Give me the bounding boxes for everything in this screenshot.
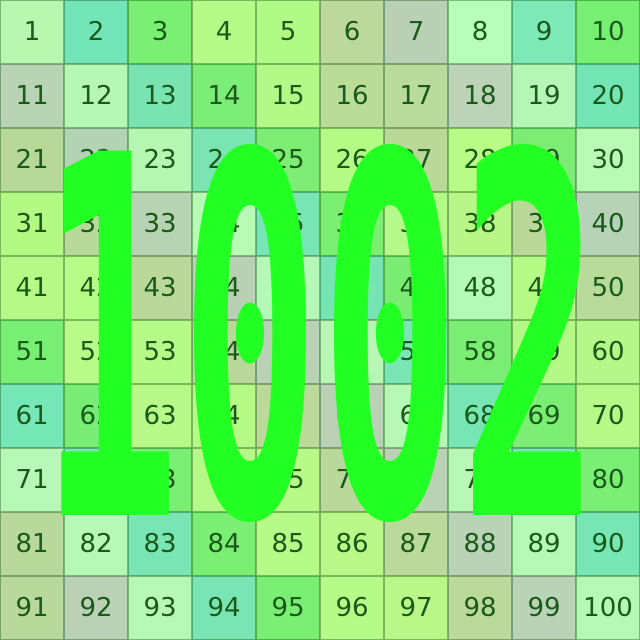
grid-cell[interactable]: 74 [192, 448, 256, 512]
grid-cell[interactable]: 45 [256, 256, 320, 320]
grid-cell[interactable]: 24 [192, 128, 256, 192]
grid-cell[interactable]: 66 [320, 384, 384, 448]
grid-cell[interactable]: 20 [576, 64, 640, 128]
grid-cell[interactable]: 1 [0, 0, 64, 64]
grid-cell[interactable]: 39 [512, 192, 576, 256]
grid-cell[interactable]: 62 [64, 384, 128, 448]
grid-cell[interactable]: 95 [256, 576, 320, 640]
grid-cell[interactable]: 32 [64, 192, 128, 256]
grid-cell[interactable]: 48 [448, 256, 512, 320]
grid-cell[interactable]: 35 [256, 192, 320, 256]
grid-cell[interactable]: 53 [128, 320, 192, 384]
grid-cell[interactable]: 23 [128, 128, 192, 192]
grid-cell[interactable]: 17 [384, 64, 448, 128]
grid-cell[interactable]: 50 [576, 256, 640, 320]
grid-cell[interactable]: 61 [0, 384, 64, 448]
grid-cell[interactable]: 27 [384, 128, 448, 192]
grid-cell[interactable]: 37 [384, 192, 448, 256]
grid-cell[interactable]: 26 [320, 128, 384, 192]
grid-cell[interactable]: 44 [192, 256, 256, 320]
grid-cell[interactable]: 22 [64, 128, 128, 192]
grid-cell[interactable]: 54 [192, 320, 256, 384]
grid-cell[interactable]: 82 [64, 512, 128, 576]
grid-cell[interactable]: 58 [448, 320, 512, 384]
grid-cell[interactable]: 88 [448, 512, 512, 576]
grid-cell[interactable]: 40 [576, 192, 640, 256]
grid-cell[interactable]: 63 [128, 384, 192, 448]
grid-cell[interactable]: 93 [128, 576, 192, 640]
grid-cell[interactable]: 14 [192, 64, 256, 128]
grid-cell[interactable]: 29 [512, 128, 576, 192]
grid-cell[interactable]: 18 [448, 64, 512, 128]
grid-cell[interactable]: 8 [448, 0, 512, 64]
grid-cell[interactable]: 94 [192, 576, 256, 640]
grid-cell[interactable]: 67 [384, 384, 448, 448]
grid-cell[interactable]: 2 [64, 0, 128, 64]
grid-cell[interactable]: 52 [64, 320, 128, 384]
grid-cell[interactable]: 11 [0, 64, 64, 128]
grid-cell[interactable]: 86 [320, 512, 384, 576]
grid-cell[interactable]: 60 [576, 320, 640, 384]
grid-cell[interactable]: 12 [64, 64, 128, 128]
grid-cell[interactable]: 92 [64, 576, 128, 640]
grid-cell[interactable]: 84 [192, 512, 256, 576]
grid-cell[interactable]: 98 [448, 576, 512, 640]
grid-cell[interactable]: 75 [256, 448, 320, 512]
grid-cell[interactable]: 83 [128, 512, 192, 576]
grid-cell[interactable]: 57 [384, 320, 448, 384]
grid-cell[interactable]: 36 [320, 192, 384, 256]
grid-cell[interactable]: 4 [192, 0, 256, 64]
grid-cell[interactable]: 15 [256, 64, 320, 128]
grid-cell[interactable]: 13 [128, 64, 192, 128]
grid-cell[interactable]: 10 [576, 0, 640, 64]
grid-cell[interactable]: 49 [512, 256, 576, 320]
grid-cell[interactable]: 72 [64, 448, 128, 512]
overlay-number: 1002 [40, 51, 600, 633]
grid-cell[interactable]: 97 [384, 576, 448, 640]
grid-cell[interactable]: 65 [256, 384, 320, 448]
grid-cell[interactable]: 77 [384, 448, 448, 512]
grid-cell[interactable]: 59 [512, 320, 576, 384]
grid-cell[interactable]: 51 [0, 320, 64, 384]
grid-cell[interactable]: 76 [320, 448, 384, 512]
grid-cell[interactable]: 7 [384, 0, 448, 64]
grid-cell[interactable]: 87 [384, 512, 448, 576]
grid-cell[interactable]: 71 [0, 448, 64, 512]
grid-cell[interactable]: 41 [0, 256, 64, 320]
grid-cell[interactable]: 28 [448, 128, 512, 192]
grid-cell[interactable]: 43 [128, 256, 192, 320]
grid-cell[interactable]: 78 [448, 448, 512, 512]
grid-cell[interactable]: 85 [256, 512, 320, 576]
grid-cell[interactable]: 68 [448, 384, 512, 448]
grid-cell[interactable]: 47 [384, 256, 448, 320]
grid-cell[interactable]: 81 [0, 512, 64, 576]
grid-cell[interactable]: 64 [192, 384, 256, 448]
grid-cell[interactable]: 21 [0, 128, 64, 192]
grid-cell[interactable]: 90 [576, 512, 640, 576]
grid-cell[interactable]: 80 [576, 448, 640, 512]
grid-cell[interactable]: 33 [128, 192, 192, 256]
grid-cell[interactable]: 89 [512, 512, 576, 576]
grid-cell[interactable]: 96 [320, 576, 384, 640]
grid-cell[interactable]: 73 [128, 448, 192, 512]
grid-cell[interactable]: 30 [576, 128, 640, 192]
grid-cell[interactable]: 25 [256, 128, 320, 192]
grid-cell[interactable]: 100 [576, 576, 640, 640]
grid-cell[interactable]: 38 [448, 192, 512, 256]
grid-cell[interactable]: 19 [512, 64, 576, 128]
grid-cell[interactable]: 3 [128, 0, 192, 64]
grid-cell[interactable]: 55 [256, 320, 320, 384]
grid-cell[interactable]: 5 [256, 0, 320, 64]
grid-cell[interactable]: 34 [192, 192, 256, 256]
grid-cell[interactable]: 56 [320, 320, 384, 384]
grid-cell[interactable]: 79 [512, 448, 576, 512]
grid-cell[interactable]: 46 [320, 256, 384, 320]
grid-cell[interactable]: 69 [512, 384, 576, 448]
grid-cell[interactable]: 91 [0, 576, 64, 640]
grid-cell[interactable]: 42 [64, 256, 128, 320]
grid-cell[interactable]: 99 [512, 576, 576, 640]
grid-cell[interactable]: 31 [0, 192, 64, 256]
grid-cell[interactable]: 9 [512, 0, 576, 64]
grid-cell[interactable]: 6 [320, 0, 384, 64]
grid-cell[interactable]: 16 [320, 64, 384, 128]
grid-cell[interactable]: 70 [576, 384, 640, 448]
